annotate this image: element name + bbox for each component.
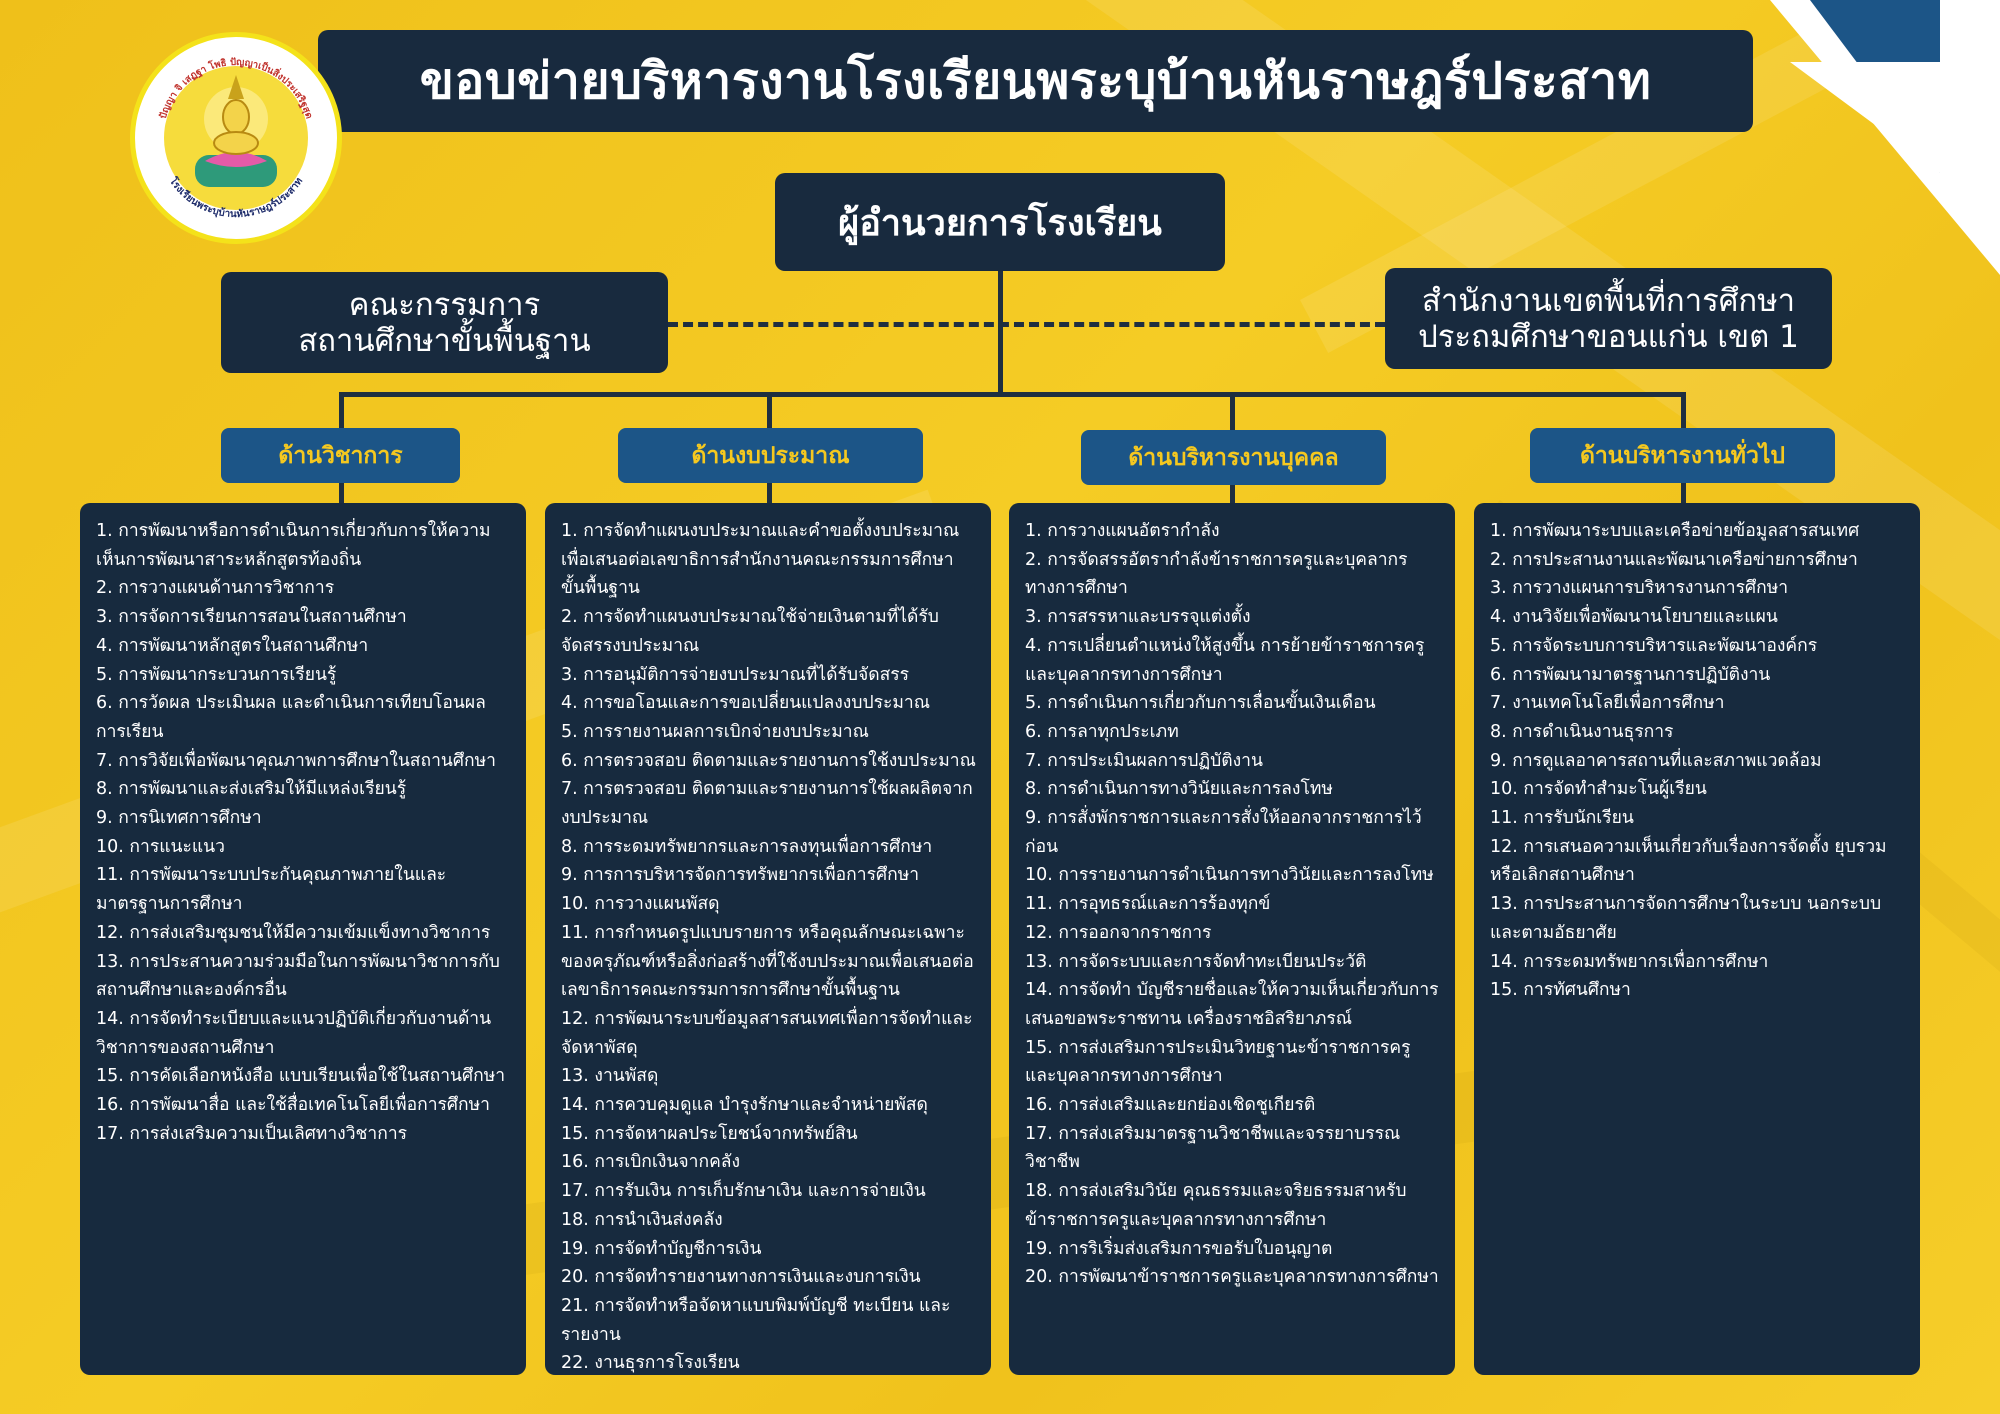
list-item: 14. การจัดทำ บัญชีรายชื่อและให้ความเห็นเกี่ยวกับการเสนอขอพระราชทาน เครื่องราชอิสริยาภรณ์ (1025, 980, 1439, 1029)
list-item: 22. งานธุรการโรงเรียน (561, 1353, 740, 1374)
list-item: 3. การสรรหาและบรรจุแต่งตั้ง (1025, 607, 1251, 628)
budget-task-list (561, 517, 977, 1378)
list-item: 5. การจัดระบบการบริหารและพัฒนาองค์กร (1490, 635, 1818, 656)
list-item: 13. การจัดระบบและการจัดทำทะเบียนประวัติ (1025, 951, 1367, 972)
list-item: 17. การรับเงิน การเก็บรักษาเงิน และการจ่ายเงิน (561, 1181, 926, 1202)
list-item: 19. การริเริ่มส่งเสริมการขอรับใบอนุญาต (1025, 1238, 1333, 1259)
list-item: 18. การนำเงินส่งคลัง (561, 1209, 723, 1230)
panel-general (1474, 503, 1920, 1375)
list-item: 11. การกำหนดรูปแบบรายการ หรือคุณลักษณะเฉพาะของครุภัณฑ์หรือสิ่งก่อสร้างที่ใช้งบประมาณเพื่อเสนอต่อเลขาธิการคณะกรรมการการศึกษาขั้นพื้นฐาน (561, 922, 974, 1001)
list-item: 15. การส่งเสริมการประเมินวิทยฐานะข้าราชการครูและบุคลากรทางการศึกษา (1025, 1037, 1411, 1087)
category-general-label: ด้านบริหารงานทั่วไป (1579, 442, 1786, 469)
title-bar (318, 30, 1753, 132)
connector-director-down (998, 271, 1003, 395)
corner-decoration (1750, 0, 2000, 280)
list-item: 4. การเปลี่ยนตำแหน่งให้สูงขึ้น การย้ายข้าราชการครูและบุคลากรทางการศึกษา (1025, 635, 1425, 685)
personnel-task-list (1025, 517, 1441, 1292)
list-item: 4. การขอโอนและการขอเปลี่ยนแปลงงบประมาณ (561, 693, 930, 714)
list-item: 6. การพัฒนามาตรฐานการปฏิบัติงาน (1490, 664, 1771, 685)
list-item: 7. การตรวจสอบ ติดตามและรายงานการใช้ผลผลิตจากงบประมาณ (561, 779, 973, 829)
logo-lower-text: โรงเรียนพระบุบ้านหันราษฎร์ประสาท (166, 175, 306, 221)
list-item: 9. การนิเทศการศึกษา (96, 808, 262, 829)
list-item: 20. การจัดทำรายงานทางการเงินและงบการเงิน (561, 1267, 921, 1288)
list-item: 13. การประสานความร่วมมือในการพัฒนาวิชาการกับสถานศึกษาและองค์กรอื่น (96, 951, 500, 1001)
list-item: 1. การจัดทำแผนงบประมาณและคำขอตั้งงบประมาณเพื่อเสนอต่อเลขาธิการสำนักงานคณะกรรมการศึกษาขั้นพื้นฐาน (561, 521, 960, 599)
list-item: 12. การพัฒนาระบบข้อมูลสารสนเทศเพื่อการจัดทำและจัดหาพัสดุ (561, 1008, 973, 1058)
list-item: 9. การการบริหารจัดการทรัพยากรเพื่อการศึกษา (561, 865, 920, 886)
director-box (775, 173, 1225, 271)
list-item: 14. การควบคุมดูแล บำรุงรักษาและจำหน่ายพัสดุ (561, 1095, 928, 1116)
category-budget (618, 428, 923, 483)
list-item: 9. การดูแลอาคารสถานที่และสภาพแวดล้อม (1490, 750, 1822, 771)
connector-cat-panel-1 (339, 480, 344, 505)
list-item: 18. การส่งเสริมวินัย คุณธรรมและจริยธรรมสาหรับข้าราชการครูและบุคลากรทางการศึกษา (1025, 1181, 1407, 1230)
academic-task-list (96, 517, 512, 1148)
list-item: 9. การสั่งพักราชการและการสั่งให้ออกจากราชการไว้ก่อน (1025, 808, 1422, 857)
general-task-list (1490, 517, 1906, 1005)
list-item: 5. การรายงานผลการเบิกจ่ายงบประมาณ (561, 721, 869, 742)
list-item: 6. การตรวจสอบ ติดตามและรายงานการใช้งบประมาณ (561, 750, 976, 771)
list-item: 1. การวางแผนอัตรากำลัง (1025, 521, 1220, 541)
connector-cat-panel-4 (1681, 480, 1686, 505)
panel-budget (545, 503, 991, 1375)
list-item: 7. งานเทคโนโลยีเพื่อการศึกษา (1490, 693, 1725, 714)
list-item: 15. การคัดเลือกหนังสือ แบบเรียนเพื่อใช้ในสถานศึกษา (96, 1066, 506, 1087)
list-item: 10. การจัดทำสำมะโนผู้เรียน (1490, 779, 1707, 800)
list-item: 19. การจัดทำบัญชีการเงิน (561, 1238, 762, 1259)
list-item: 6. การลาทุกประเภท (1025, 721, 1179, 742)
list-item: 15. การทัศนศึกษา (1490, 980, 1631, 1001)
list-item: 16. การพัฒนาสื่อ และใช้สื่อเทคโนโลยีเพื่อการศึกษา (96, 1095, 490, 1116)
panel-academic (80, 503, 526, 1375)
category-personnel-label: ด้านบริหารงานบุคคล (1128, 444, 1339, 471)
list-item: 3. การอนุมัติการจ่ายงบประมาณที่ได้รับจัดสรร (561, 664, 910, 685)
connector-drop-1 (339, 392, 344, 432)
list-item: 12. การเสนอความเห็นเกี่ยวกับเรื่องการจัดตั้ง ยุบรวมหรือเลิกสถานศึกษา (1490, 836, 1887, 886)
list-item: 6. การวัดผล ประเมินผล และดำเนินการเทียบโอนผลการเรียน (96, 693, 486, 742)
connector-drop-4 (1681, 392, 1686, 432)
list-item: 17. การส่งเสริมมาตรฐานวิชาชีพและจรรยาบรรณวิชาชีพ (1025, 1123, 1401, 1173)
panel-personnel (1009, 503, 1455, 1375)
list-item: 7. การประเมินผลการปฏิบัติงาน (1025, 750, 1263, 771)
list-item: 14. การระดมทรัพยากรเพื่อการศึกษา (1490, 951, 1769, 972)
list-item: 15. การจัดหาผลประโยชน์จากทรัพย์สิน (561, 1123, 858, 1144)
list-item: 2. การจัดทำแผนงบประมาณใช้จ่ายเงินตามที่ได้รับจัดสรรงบประมาณ (561, 607, 939, 656)
list-item: 16. การเบิกเงินจากคลัง (561, 1152, 741, 1173)
list-item: 13. งานพัสดุ (561, 1066, 659, 1087)
logo-upper-text: ปัญญา จิ เสฏฐา โพธิ ปัญญาเป็นสิ่งประเสริฐสุด (157, 56, 315, 121)
committee-line-1: คณะกรรมการ (348, 286, 541, 323)
list-item: 2. การประสานงานและพัฒนาเครือข่ายการศึกษา (1490, 549, 1858, 570)
category-general (1530, 428, 1835, 483)
education-office-box (1385, 268, 1832, 369)
list-item: 11. การรับนักเรียน (1490, 808, 1634, 829)
category-academic-label: ด้านวิชาการ (278, 442, 403, 469)
list-item: 10. การรายงานการดำเนินการทางวินัยและการลงโทษ (1025, 865, 1434, 886)
list-item: 1. การพัฒนาหรือการดำเนินการเกี่ยวกับการให้ความเห็นการพัฒนาสาระหลักสูตรท้องถิ่น (96, 521, 491, 570)
list-item: 3. การจัดการเรียนการสอนในสถานศึกษา (96, 607, 407, 628)
connector-drop-2 (767, 392, 772, 432)
list-item: 5. การพัฒนากระบวนการเรียนรู้ (96, 664, 337, 685)
office-line-2: ประถมศึกษาขอนแก่น เขต 1 (1418, 318, 1799, 355)
category-personnel (1081, 430, 1386, 485)
list-item: 3. การวางแผนการบริหารงานการศึกษา (1490, 578, 1789, 599)
list-item: 21. การจัดทำหรือจัดหาแบบพิมพ์บัญชี ทะเบียน และรายงาน (561, 1295, 951, 1345)
list-item: 2. การวางแผนด้านการวิชาการ (96, 578, 335, 599)
list-item: 12. การออกจากราชการ (1025, 922, 1212, 943)
list-item: 11. การพัฒนาระบบประกันคุณภาพภายในและมาตรฐานการศึกษา (96, 865, 447, 915)
list-item: 4. งานวิจัยเพื่อพัฒนานโยบายและแผน (1490, 607, 1778, 628)
list-item: 13. การประสานการจัดการศึกษาในระบบ นอกระบบและตามอัธยาศัย (1490, 894, 1882, 943)
list-item: 12. การส่งเสริมชุมชนให้มีความเข้มแข็งทางวิชาการ (96, 922, 491, 943)
list-item: 5. การดำเนินการเกี่ยวกับการเลื่อนขั้นเงินเดือน (1025, 693, 1376, 714)
committee-box (221, 272, 668, 373)
list-item: 8. การพัฒนาและส่งเสริมให้มีแหล่งเรียนรู้ (96, 779, 407, 800)
list-item: 1. การพัฒนาระบบและเครือข่ายข้อมูลสารสนเทศ (1490, 521, 1860, 541)
connector-dashed-horizontal (668, 322, 1385, 327)
connector-drop-3 (1230, 392, 1235, 432)
list-item: 11. การอุทธรณ์และการร้องทุกข์ (1025, 894, 1271, 915)
list-item: 8. การระดมทรัพยากรและการลงทุนเพื่อการศึกษา (561, 836, 933, 857)
school-logo (130, 32, 342, 244)
list-item: 14. การจัดทำระเบียบและแนวปฏิบัติเกี่ยวกับงานด้านวิชาการของสถานศึกษา (96, 1008, 492, 1058)
list-item: 10. การแนะแนว (96, 836, 225, 857)
category-academic (221, 428, 460, 483)
connector-cat-panel-2 (767, 480, 772, 505)
director-label: ผู้อำนวยการโรงเรียน (838, 202, 1162, 244)
list-item: 8. การดำเนินการทางวินัยและการลงโทษ (1025, 779, 1333, 800)
committee-line-2: สถานศึกษาขั้นพื้นฐาน (298, 322, 591, 359)
page-title: ขอบข่ายบริหารงานโรงเรียนพระบุบ้านหันราษฎร์ประสาท (419, 51, 1652, 110)
list-item: 7. การวิจัยเพื่อพัฒนาคุณภาพการศึกษาในสถานศึกษา (96, 750, 496, 771)
office-line-1: สำนักงานเขตพื้นที่การศึกษา (1421, 282, 1796, 319)
list-item: 8. การดำเนินงานธุรการ (1490, 721, 1674, 742)
category-budget-label: ด้านงบประมาณ (691, 442, 850, 469)
list-item: 4. การพัฒนาหลักสูตรในสถานศึกษา (96, 635, 369, 656)
connector-horizontal (339, 392, 1686, 397)
list-item: 20. การพัฒนาข้าราชการครูและบุคลากรทางการศึกษา (1025, 1267, 1439, 1288)
list-item: 16. การส่งเสริมและยกย่องเชิดชูเกียรติ (1025, 1095, 1316, 1116)
list-item: 2. การจัดสรรอัตรากำลังข้าราชการครูและบุคลากรทางการศึกษา (1025, 549, 1408, 599)
list-item: 17. การส่งเสริมความเป็นเลิศทางวิชาการ (96, 1123, 408, 1144)
list-item: 10. การวางแผนพัสดุ (561, 894, 720, 915)
